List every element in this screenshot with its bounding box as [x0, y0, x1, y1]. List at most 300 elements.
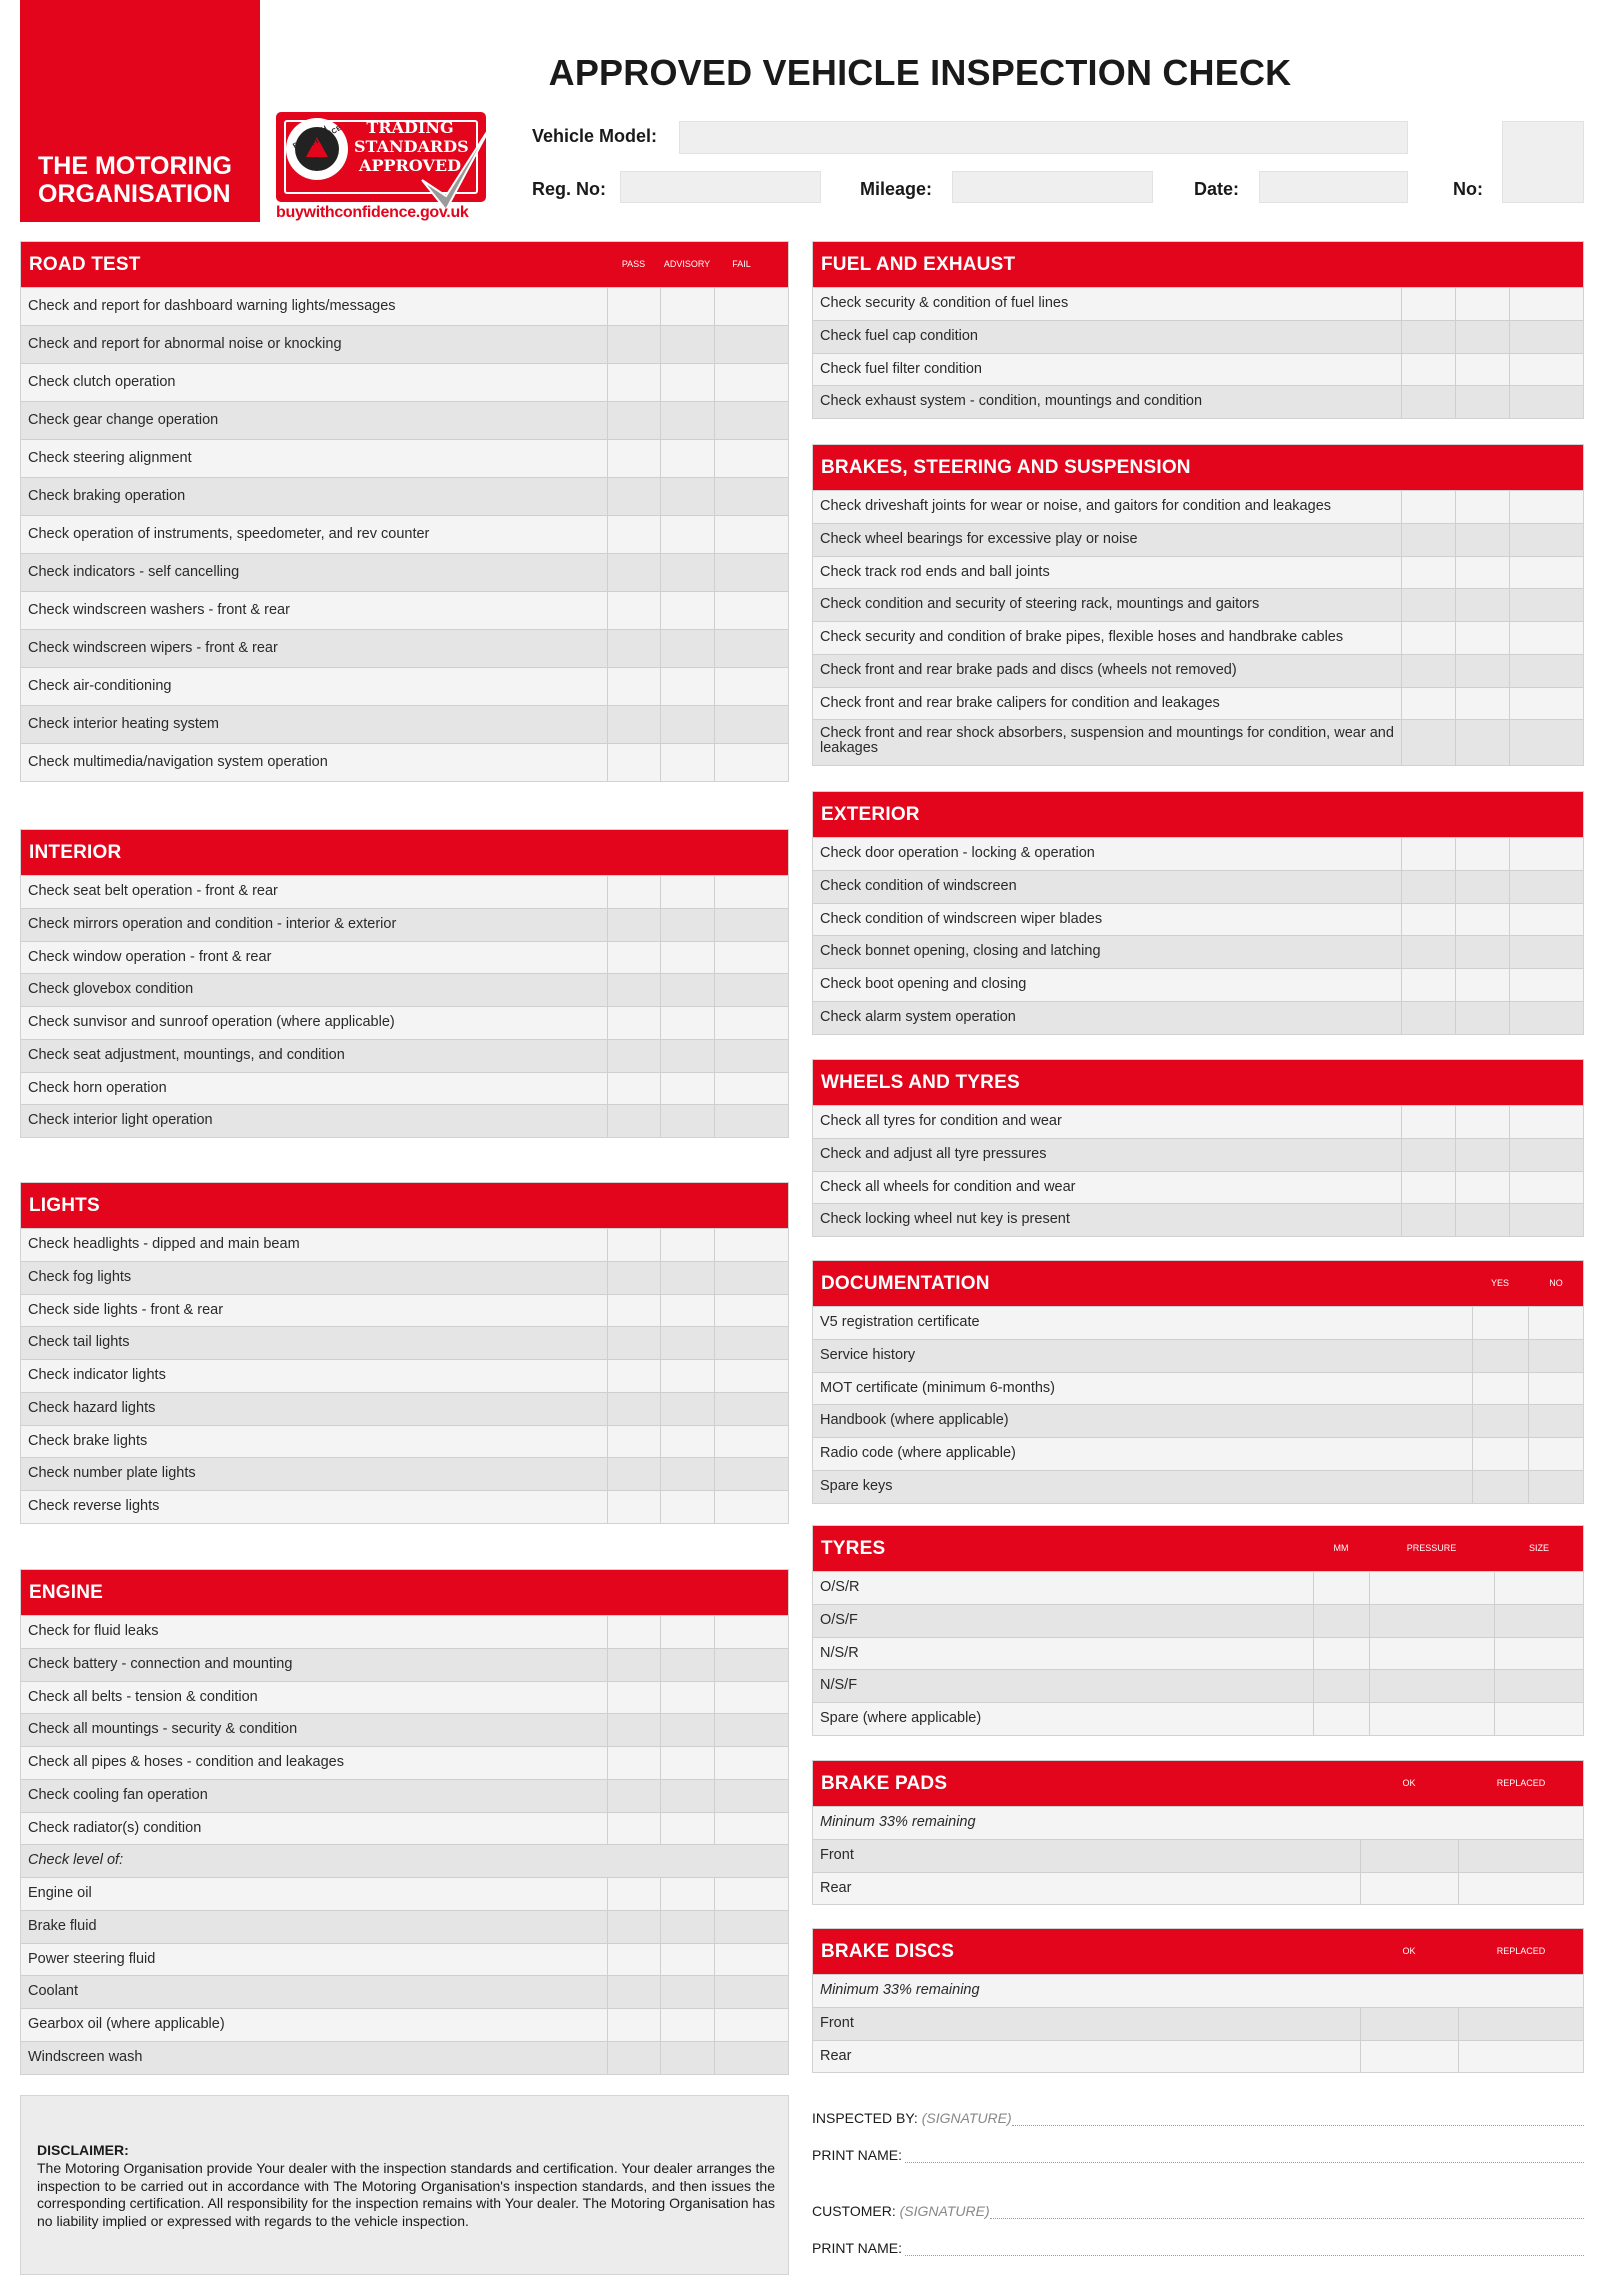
road-test-check-cell[interactable]	[660, 364, 714, 401]
interior-check-cell[interactable]	[714, 1007, 769, 1039]
road-test-check-cell[interactable]	[660, 288, 714, 325]
brakes-steering-row-label: Check track rod ends and ball joints	[820, 563, 1050, 580]
brakes-steering-check-cell[interactable]	[1401, 491, 1455, 523]
lights-check-cell[interactable]	[660, 1262, 714, 1294]
brake-pads-row	[813, 1806, 1583, 1839]
wheels-tyres-row-label: Check and adjust all tyre pressures	[820, 1145, 1047, 1162]
tyres-check-cell[interactable]	[1494, 1605, 1584, 1637]
interior-check-cell[interactable]	[660, 909, 714, 941]
exterior-check-cell[interactable]	[1509, 1002, 1564, 1034]
wheels-tyres-check-cell[interactable]	[1401, 1139, 1455, 1171]
engine-check-cell[interactable]	[714, 1747, 769, 1779]
fuel-exhaust-check-cell[interactable]	[1455, 386, 1509, 418]
exterior-check-cell[interactable]	[1401, 871, 1455, 903]
documentation-check-cell[interactable]	[1472, 1340, 1528, 1372]
interior-header	[21, 830, 788, 875]
brakes-steering-check-cell[interactable]	[1509, 557, 1564, 589]
no-field[interactable]	[1502, 121, 1584, 203]
lights-check-cell[interactable]	[607, 1229, 660, 1261]
documentation-row-label: Service history	[820, 1346, 916, 1363]
engine-row	[21, 1844, 788, 1877]
engine-row-label: Engine oil	[28, 1885, 92, 1901]
engine-check-cell[interactable]	[660, 1911, 714, 1943]
brakes-steering-check-cell[interactable]	[1455, 557, 1509, 589]
road-test-check-cell[interactable]	[607, 744, 660, 781]
engine-check-cell[interactable]	[660, 1780, 714, 1812]
engine-check-cell[interactable]	[714, 1780, 769, 1812]
inspected-by-label: INSPECTED BY: (SIGNATURE)	[812, 2110, 1012, 2126]
road-test-row	[21, 705, 788, 743]
wheels-tyres-check-cell[interactable]	[1455, 1139, 1509, 1171]
lights-check-cell[interactable]	[607, 1360, 660, 1392]
engine-check-cell[interactable]	[660, 1976, 714, 2008]
documentation-check-cell[interactable]	[1528, 1373, 1584, 1405]
brake-discs-check-cell[interactable]	[1458, 2041, 1584, 2073]
brakes-steering-row	[813, 490, 1583, 523]
engine-check-cell[interactable]	[714, 1616, 769, 1648]
road-test-check-cell[interactable]	[714, 364, 769, 401]
fuel-exhaust-check-cell[interactable]	[1509, 354, 1564, 386]
brake-pads-check-cell[interactable]	[1360, 1873, 1458, 1905]
customer-signature-line[interactable]	[990, 2218, 1584, 2219]
interior-check-cell[interactable]	[714, 1105, 769, 1137]
engine-check-cell[interactable]	[714, 1813, 769, 1845]
tyres-check-cell[interactable]	[1313, 1605, 1369, 1637]
interior-row-label: Check sunvisor and sunroof operation (where applicable)	[28, 1014, 395, 1030]
brakes-steering-check-cell[interactable]	[1401, 524, 1455, 556]
lights-check-cell[interactable]	[660, 1295, 714, 1327]
road-test-row-label: Check and report for dashboard warning lights/messages	[28, 298, 396, 314]
road-test-check-cell[interactable]	[714, 478, 769, 515]
brakes-steering-check-cell[interactable]	[1455, 720, 1509, 765]
engine-row-label: Coolant	[28, 1983, 78, 2000]
road-test-check-cell[interactable]	[607, 326, 660, 363]
exterior-check-cell[interactable]	[1455, 936, 1509, 968]
documentation-check-cell[interactable]	[1528, 1438, 1584, 1470]
exterior-check-cell[interactable]	[1455, 904, 1509, 936]
lights-check-cell[interactable]	[660, 1491, 714, 1523]
engine-section	[20, 1569, 789, 2075]
tyres-check-cell[interactable]	[1313, 1703, 1369, 1735]
wheels-tyres-check-cell[interactable]	[1455, 1204, 1509, 1236]
wheels-tyres-check-cell[interactable]	[1509, 1106, 1564, 1138]
lights-title: LIGHTS	[29, 1195, 100, 1216]
exterior-check-cell[interactable]	[1455, 838, 1509, 870]
fuel-exhaust-check-cell[interactable]	[1509, 288, 1564, 320]
road-test-check-cell[interactable]	[660, 630, 714, 667]
road-test-check-cell[interactable]	[714, 516, 769, 553]
road-test-check-cell[interactable]	[714, 668, 769, 705]
engine-check-cell[interactable]	[607, 1944, 660, 1976]
engine-check-cell[interactable]	[607, 1682, 660, 1714]
tyres-row	[813, 1604, 1583, 1637]
road-test-check-cell[interactable]	[660, 478, 714, 515]
brakes-steering-check-cell[interactable]	[1401, 720, 1455, 765]
lights-row-label: Check tail lights	[28, 1334, 130, 1351]
lights-check-cell[interactable]	[607, 1295, 660, 1327]
road-test-check-cell[interactable]	[714, 326, 769, 363]
brakes-steering-check-cell[interactable]	[1455, 491, 1509, 523]
documentation-check-cell[interactable]	[1528, 1471, 1584, 1503]
engine-check-cell[interactable]	[714, 2009, 769, 2041]
documentation-check-cell[interactable]	[1472, 1438, 1528, 1470]
road-test-check-cell[interactable]	[607, 288, 660, 325]
lights-check-cell[interactable]	[660, 1393, 714, 1425]
exterior-check-cell[interactable]	[1401, 936, 1455, 968]
lights-check-cell[interactable]	[714, 1262, 769, 1294]
fuel-exhaust-check-cell[interactable]	[1455, 288, 1509, 320]
tyres-check-cell[interactable]	[1313, 1638, 1369, 1670]
road-test-check-cell[interactable]	[660, 402, 714, 439]
wheels-tyres-check-cell[interactable]	[1455, 1172, 1509, 1204]
documentation-check-cell[interactable]	[1472, 1307, 1528, 1339]
engine-check-cell[interactable]	[607, 1911, 660, 1943]
brakes-steering-check-cell[interactable]	[1455, 589, 1509, 621]
exterior-row-label: Check door operation - locking & operation	[820, 845, 1095, 861]
lights-row	[21, 1490, 788, 1523]
fuel-exhaust-check-cell[interactable]	[1401, 354, 1455, 386]
engine-check-cell[interactable]	[660, 1714, 714, 1746]
brakes-steering-check-cell[interactable]	[1401, 688, 1455, 720]
brakes-steering-check-cell[interactable]	[1509, 589, 1564, 621]
mileage-field[interactable]	[952, 171, 1153, 203]
tyres-check-cell[interactable]	[1369, 1670, 1494, 1702]
fuel-exhaust-row-label: Check fuel cap condition	[820, 327, 978, 344]
documentation-check-cell[interactable]	[1472, 1405, 1528, 1437]
interior-check-cell[interactable]	[714, 942, 769, 974]
documentation-check-cell[interactable]	[1472, 1471, 1528, 1503]
exterior-check-cell[interactable]	[1509, 904, 1564, 936]
road-test-check-cell[interactable]	[714, 402, 769, 439]
wheels-tyres-check-cell[interactable]	[1455, 1106, 1509, 1138]
fuel-exhaust-check-cell[interactable]	[1401, 288, 1455, 320]
tyres-col-header: PRESSURE	[1406, 1543, 1457, 1553]
engine-check-cell[interactable]	[607, 1649, 660, 1681]
documentation-row	[813, 1339, 1583, 1372]
documentation-check-cell[interactable]	[1528, 1405, 1584, 1437]
lights-check-cell[interactable]	[660, 1360, 714, 1392]
brakes-steering-check-cell[interactable]	[1401, 589, 1455, 621]
road-test-check-cell[interactable]	[607, 668, 660, 705]
interior-check-cell[interactable]	[714, 1040, 769, 1072]
tyres-check-cell[interactable]	[1494, 1572, 1584, 1604]
interior-check-cell[interactable]	[607, 1105, 660, 1137]
road-test-check-cell[interactable]	[660, 706, 714, 743]
lights-check-cell[interactable]	[714, 1360, 769, 1392]
lights-check-cell[interactable]	[714, 1458, 769, 1490]
documentation-row	[813, 1404, 1583, 1437]
engine-row-label: Check all pipes & hoses - condition and leakages	[28, 1754, 344, 1770]
brakes-steering-check-cell[interactable]	[1455, 622, 1509, 654]
lights-check-cell[interactable]	[714, 1393, 769, 1425]
brakes-steering-check-cell[interactable]	[1455, 688, 1509, 720]
road-test-check-cell[interactable]	[714, 440, 769, 477]
interior-check-cell[interactable]	[660, 1040, 714, 1072]
engine-check-cell[interactable]	[660, 1878, 714, 1910]
brake-discs-row-label: Front	[820, 2014, 854, 2031]
documentation-check-cell[interactable]	[1472, 1373, 1528, 1405]
exterior-check-cell[interactable]	[1509, 936, 1564, 968]
tyres-check-cell[interactable]	[1369, 1572, 1494, 1604]
interior-check-cell[interactable]	[660, 1073, 714, 1105]
brakes-steering-check-cell[interactable]	[1455, 655, 1509, 687]
wheels-tyres-check-cell[interactable]	[1401, 1172, 1455, 1204]
interior-check-cell[interactable]	[660, 876, 714, 908]
tyres-check-cell[interactable]	[1494, 1638, 1584, 1670]
engine-check-cell[interactable]	[714, 1682, 769, 1714]
exterior-check-cell[interactable]	[1455, 969, 1509, 1001]
exterior-check-cell[interactable]	[1509, 838, 1564, 870]
lights-row-label: Check indicator lights	[28, 1367, 166, 1383]
lights-check-cell[interactable]	[660, 1229, 714, 1261]
fuel-exhaust-check-cell[interactable]	[1509, 386, 1564, 418]
road-test-check-cell[interactable]	[607, 592, 660, 629]
interior-check-cell[interactable]	[607, 909, 660, 941]
brake-pads-row-label: Mininum 33% remaining	[820, 1814, 976, 1830]
road-test-check-cell[interactable]	[607, 364, 660, 401]
road-test-check-cell[interactable]	[660, 516, 714, 553]
engine-check-cell[interactable]	[714, 1976, 769, 2008]
brake-pads-row	[813, 1839, 1583, 1872]
brakes-steering-check-cell[interactable]	[1401, 557, 1455, 589]
tyres-check-cell[interactable]	[1369, 1605, 1494, 1637]
lights-check-cell[interactable]	[607, 1393, 660, 1425]
fuel-exhaust-check-cell[interactable]	[1401, 321, 1455, 353]
brakes-steering-check-cell[interactable]	[1509, 524, 1564, 556]
engine-row	[21, 1681, 788, 1714]
lights-check-cell[interactable]	[660, 1426, 714, 1458]
engine-check-cell[interactable]	[660, 1944, 714, 1976]
engine-row	[21, 1713, 788, 1746]
brakes-steering-check-cell[interactable]	[1509, 655, 1564, 687]
road-test-row	[21, 325, 788, 363]
road-test-check-cell[interactable]	[714, 706, 769, 743]
mileage-label: Mileage:	[860, 179, 933, 199]
inspected-by-signature-line[interactable]	[1012, 2125, 1584, 2126]
engine-check-cell[interactable]	[714, 2042, 769, 2074]
lights-check-cell[interactable]	[714, 1327, 769, 1359]
reg-no-label: Reg. No:	[532, 179, 606, 199]
interior-check-cell[interactable]	[607, 876, 660, 908]
interior-check-cell[interactable]	[714, 1073, 769, 1105]
fuel-exhaust-check-cell[interactable]	[1455, 354, 1509, 386]
tyres-row	[813, 1637, 1583, 1670]
documentation-row	[813, 1470, 1583, 1503]
lights-check-cell[interactable]	[714, 1229, 769, 1261]
road-test-check-cell[interactable]	[714, 288, 769, 325]
engine-check-cell[interactable]	[660, 2042, 714, 2074]
engine-check-cell[interactable]	[660, 1682, 714, 1714]
engine-check-cell[interactable]	[607, 1976, 660, 2008]
tyres-check-cell[interactable]	[1369, 1638, 1494, 1670]
tyres-check-cell[interactable]	[1369, 1703, 1494, 1735]
documentation-row	[813, 1306, 1583, 1339]
engine-check-cell[interactable]	[714, 1649, 769, 1681]
brake-discs-check-cell[interactable]	[1360, 2041, 1458, 2073]
engine-row	[21, 2008, 788, 2041]
road-test-check-cell[interactable]	[607, 516, 660, 553]
tyres-check-cell[interactable]	[1313, 1572, 1369, 1604]
print-name-line[interactable]	[905, 2162, 1584, 2163]
road-test-check-cell[interactable]	[607, 478, 660, 515]
road-test-check-cell[interactable]	[607, 706, 660, 743]
vehicle-model-field[interactable]	[679, 121, 1408, 154]
brakes-steering-check-cell[interactable]	[1509, 622, 1564, 654]
engine-check-cell[interactable]	[714, 1714, 769, 1746]
interior-check-cell[interactable]	[714, 909, 769, 941]
wheels-tyres-check-cell[interactable]	[1401, 1204, 1455, 1236]
interior-check-cell[interactable]	[714, 876, 769, 908]
exterior-check-cell[interactable]	[1401, 1002, 1455, 1034]
engine-check-cell[interactable]	[607, 1780, 660, 1812]
wheels-tyres-check-cell[interactable]	[1509, 1172, 1564, 1204]
tyres-check-cell[interactable]	[1313, 1670, 1369, 1702]
interior-section	[20, 829, 789, 1138]
road-test-check-cell[interactable]	[660, 744, 714, 781]
brake-pads-check-cell[interactable]	[1458, 1840, 1584, 1872]
interior-check-cell[interactable]	[607, 1040, 660, 1072]
lights-check-cell[interactable]	[660, 1327, 714, 1359]
road-test-check-cell[interactable]	[660, 668, 714, 705]
engine-check-cell[interactable]	[607, 1714, 660, 1746]
brakes-steering-row	[813, 588, 1583, 621]
exterior-check-cell[interactable]	[1509, 969, 1564, 1001]
lights-check-cell[interactable]	[607, 1426, 660, 1458]
road-test-check-cell[interactable]	[607, 440, 660, 477]
engine-check-cell[interactable]	[714, 1911, 769, 1943]
road-test-check-cell[interactable]	[607, 630, 660, 667]
exterior-row	[813, 968, 1583, 1001]
wheels-tyres-check-cell[interactable]	[1509, 1204, 1564, 1236]
engine-check-cell[interactable]	[714, 1944, 769, 1976]
brake-discs-check-cell[interactable]	[1360, 2008, 1458, 2040]
fuel-exhaust-check-cell[interactable]	[1509, 321, 1564, 353]
fuel-exhaust-title: FUEL AND EXHAUST	[821, 254, 1016, 275]
brakes-steering-check-cell[interactable]	[1455, 524, 1509, 556]
brake-pads-row-label: Rear	[820, 1879, 852, 1896]
date-field[interactable]	[1259, 171, 1408, 203]
brakes-steering-check-cell[interactable]	[1509, 720, 1564, 765]
wheels-tyres-check-cell[interactable]	[1509, 1139, 1564, 1171]
brakes-steering-row-label: Check front and rear brake pads and discs (wheels not removed)	[820, 661, 1237, 678]
lights-check-cell[interactable]	[660, 1458, 714, 1490]
brake-pads-check-cell[interactable]	[1360, 1840, 1458, 1872]
interior-check-cell[interactable]	[660, 1105, 714, 1137]
engine-row	[21, 1812, 788, 1845]
lights-check-cell[interactable]	[607, 1262, 660, 1294]
engine-check-cell[interactable]	[660, 1649, 714, 1681]
fuel-exhaust-row-label: Check exhaust system - condition, mountings and condition	[820, 393, 1203, 410]
interior-row-label: Check seat belt operation - front & rear	[28, 883, 278, 899]
engine-check-cell[interactable]	[660, 1747, 714, 1779]
engine-check-cell[interactable]	[714, 1878, 769, 1910]
exterior-check-cell[interactable]	[1509, 871, 1564, 903]
brakes-steering-check-cell[interactable]	[1401, 655, 1455, 687]
interior-check-cell[interactable]	[660, 942, 714, 974]
exterior-check-cell[interactable]	[1401, 838, 1455, 870]
engine-check-cell[interactable]	[607, 2009, 660, 2041]
interior-check-cell[interactable]	[607, 942, 660, 974]
lights-row	[21, 1261, 788, 1294]
lights-check-cell[interactable]	[714, 1295, 769, 1327]
tyres-check-cell[interactable]	[1494, 1670, 1584, 1702]
road-test-check-cell[interactable]	[714, 630, 769, 667]
exterior-check-cell[interactable]	[1401, 904, 1455, 936]
road-test-check-cell[interactable]	[607, 402, 660, 439]
exterior-row	[813, 1001, 1583, 1034]
wheels-tyres-row	[813, 1138, 1583, 1171]
brake-discs-title: BRAKE DISCS	[821, 1941, 955, 1962]
engine-check-cell[interactable]	[607, 1878, 660, 1910]
documentation-check-cell[interactable]	[1528, 1307, 1584, 1339]
brake-pads-check-cell[interactable]	[1458, 1873, 1584, 1905]
road-test-check-cell[interactable]	[607, 554, 660, 591]
road-test-check-cell[interactable]	[714, 554, 769, 591]
brakes-steering-check-cell[interactable]	[1509, 491, 1564, 523]
engine-check-cell[interactable]	[607, 1616, 660, 1648]
road-test-check-cell[interactable]	[660, 554, 714, 591]
wheels-tyres-check-cell[interactable]	[1401, 1106, 1455, 1138]
interior-check-cell[interactable]	[607, 1073, 660, 1105]
engine-check-cell[interactable]	[660, 1616, 714, 1648]
wheels-tyres-section	[812, 1059, 1584, 1237]
lights-check-cell[interactable]	[607, 1491, 660, 1523]
brakes-steering-check-cell[interactable]	[1509, 688, 1564, 720]
lights-check-cell[interactable]	[714, 1426, 769, 1458]
engine-row-label: Check for fluid leaks	[28, 1623, 159, 1639]
engine-check-cell[interactable]	[660, 1813, 714, 1845]
road-test-header	[21, 242, 788, 287]
disclaimer-heading: DISCLAIMER:	[37, 2142, 129, 2158]
documentation-row-label: Spare keys	[820, 1477, 893, 1494]
road-test-check-cell[interactable]	[660, 592, 714, 629]
engine-check-cell[interactable]	[607, 2042, 660, 2074]
exterior-check-cell[interactable]	[1401, 969, 1455, 1001]
lights-check-cell[interactable]	[607, 1458, 660, 1490]
brake-discs-check-cell[interactable]	[1458, 2008, 1584, 2040]
road-test-row-label: Check clutch operation	[28, 374, 176, 390]
tyres-row-label: O/S/F	[820, 1611, 858, 1628]
interior-check-cell[interactable]	[607, 1007, 660, 1039]
tyres-check-cell[interactable]	[1494, 1703, 1584, 1735]
fuel-exhaust-check-cell[interactable]	[1401, 386, 1455, 418]
documentation-check-cell[interactable]	[1528, 1340, 1584, 1372]
interior-check-cell[interactable]	[607, 974, 660, 1006]
brakes-steering-check-cell[interactable]	[1401, 622, 1455, 654]
tyres-section	[812, 1525, 1584, 1736]
vehicle-model-label: Vehicle Model:	[532, 126, 658, 146]
lights-row	[21, 1392, 788, 1425]
exterior-check-cell[interactable]	[1455, 871, 1509, 903]
engine-check-cell[interactable]	[607, 1813, 660, 1845]
print-name-line-2[interactable]	[905, 2255, 1584, 2256]
lights-check-cell[interactable]	[714, 1491, 769, 1523]
engine-check-cell[interactable]	[660, 2009, 714, 2041]
road-test-row	[21, 743, 788, 781]
interior-check-cell[interactable]	[660, 974, 714, 1006]
road-test-check-cell[interactable]	[660, 326, 714, 363]
engine-check-cell[interactable]	[607, 1747, 660, 1779]
interior-check-cell[interactable]	[714, 974, 769, 1006]
fuel-exhaust-check-cell[interactable]	[1455, 321, 1509, 353]
road-test-check-cell[interactable]	[660, 440, 714, 477]
interior-check-cell[interactable]	[660, 1007, 714, 1039]
reg-no-field[interactable]	[620, 171, 821, 203]
lights-check-cell[interactable]	[607, 1327, 660, 1359]
road-test-check-cell[interactable]	[714, 744, 769, 781]
road-test-check-cell[interactable]	[714, 592, 769, 629]
exterior-check-cell[interactable]	[1455, 1002, 1509, 1034]
